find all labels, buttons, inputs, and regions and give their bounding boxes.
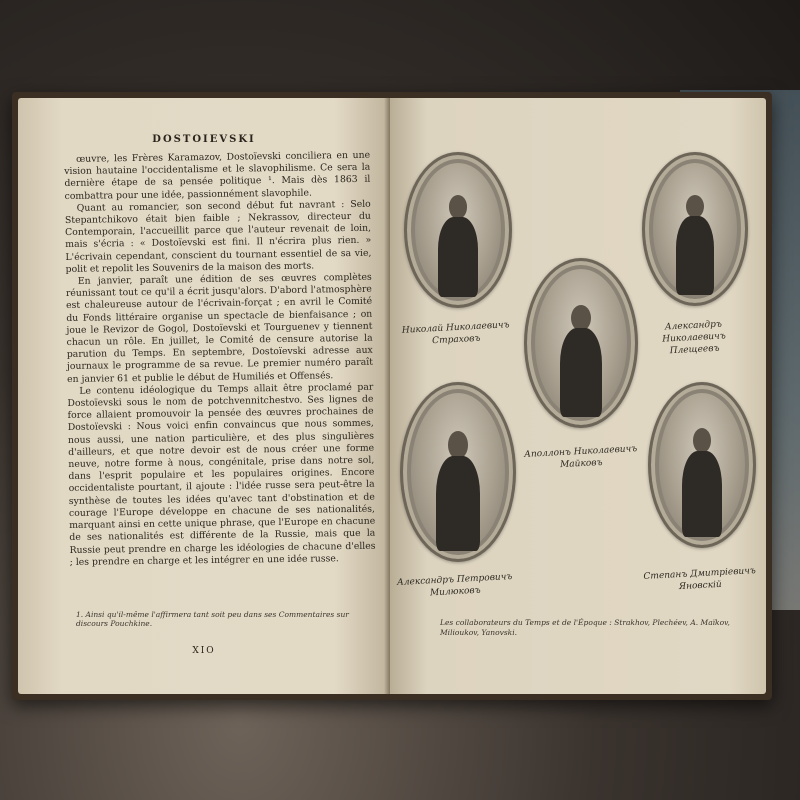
- page-number: XIO: [192, 646, 216, 656]
- body-text: [64, 150, 376, 569]
- running-head: DOSTOIEVSKI: [152, 134, 256, 145]
- portrait-oval: [400, 382, 516, 562]
- signature-caption: Александръ Петровичъ Милюковъ: [396, 571, 513, 599]
- right-page: [390, 98, 766, 694]
- portrait-oval: [404, 152, 512, 308]
- portrait-oval: [642, 152, 748, 306]
- left-page: [18, 98, 390, 694]
- signature-caption: Степанъ Дмитріевичъ Яновскій: [643, 566, 757, 593]
- paragraph: Le contenu idéologique du Temps allait être proclamé par Dostoïevski sous le nom de potchvennitchestvo. Ses lignes de force allaient promouvoir la pensée des œuvres prochaines de Dostoïevski : Nous voici enfin convaincus que nous sommes, nous aussi, une nation particulière, et des plus singulières d'ailleurs, et que notre devoir est de nous créer une forme neuve, notre forme à nous, congénitale, prise dans notre sol, dans l'esprit populaire et les populaires origines. Encore occidentaliste pourtant, il ajoute : l'idée russe sera peut-être la synthèse de toutes les idées qu'avec tant d'obstination et de courage l'Europe développe en chacune de ses nationalités, marquant ainsi en cette unique phrase, que l'Europe en chacune de ses nationalités est différente de la Russie, mais que la Russie peut prendre en charge les idéologies de chacune d'elles ; les prendre en charge et les intégrer en une idée russe.: [67, 381, 376, 568]
- portrait-oval: [524, 258, 638, 428]
- paragraph: Quant au romancier, son second début fut navrant : Selo Stepantchikovo était bien faible ; Nekrassov, directeur du Contemporain, l'accueillit parce que l'auteur revenait de loin, mais s'écria : « Dostoïevski est fini. Il n'écrira plus rien. » L'écrivain cependant, conscient du tournant essentiel de sa vie, polit et repolit les Souvenirs de la maison des morts.: [64, 198, 372, 275]
- portrait-photo: [411, 393, 505, 551]
- signature-caption: Александръ Николаевичъ Плещеевъ: [662, 319, 726, 357]
- open-book: [12, 92, 772, 700]
- portrait-photo: [535, 269, 627, 417]
- signature-caption: Николай Николаевичъ Страховъ: [401, 320, 510, 347]
- portrait-photo: [659, 393, 745, 537]
- portrait-photo: [653, 163, 737, 295]
- footnote: 1. Ainsi qu'il-même l'affirmera tant soit peu dans ses Commentaires sur discours Pouchkine.: [76, 610, 349, 628]
- paragraph: œuvre, les Frères Karamazov, Dostoïevski conciliera en une vision hautaine l'occidentalisme et le slavophilisme. Ce sera la dernière étape de sa pensée politique ¹. Mais dès 1863 il combattra pour une idée, passionnément slavophile.: [64, 149, 371, 202]
- portrait-photo: [415, 163, 501, 297]
- signature-caption: Аполлонъ Николаевичъ Майковъ: [523, 444, 638, 471]
- portrait-oval: [648, 382, 756, 548]
- plate-caption: Les collaborateurs du Temps et de l'Époque : Strakhov, Plechéev, A. Maïkov, Milioukov, Yanovski.: [440, 618, 730, 637]
- paragraph: En janvier, paraît une édition de ses œuvres complètes réunissant tout ce qu'il a écrit jusqu'alors. D'abord l'atmosphère est chaleureuse autour de l'écrivain-forçat ; en avril le Comité du Fonds littéraire organise un spectacle de bienfaisance ; on joue le Revizor de Gogol, Dostoïevski et Tourguenev y tiennent chacun un rôle. En juillet, le Comité de censure autorise la parution du Temps. En septembre, Dostoïevski adresse aux journaux le programme de sa revue. Le premier numéro paraît en janvier 61 et publie le début de Humiliés et Offensés.: [65, 271, 374, 385]
